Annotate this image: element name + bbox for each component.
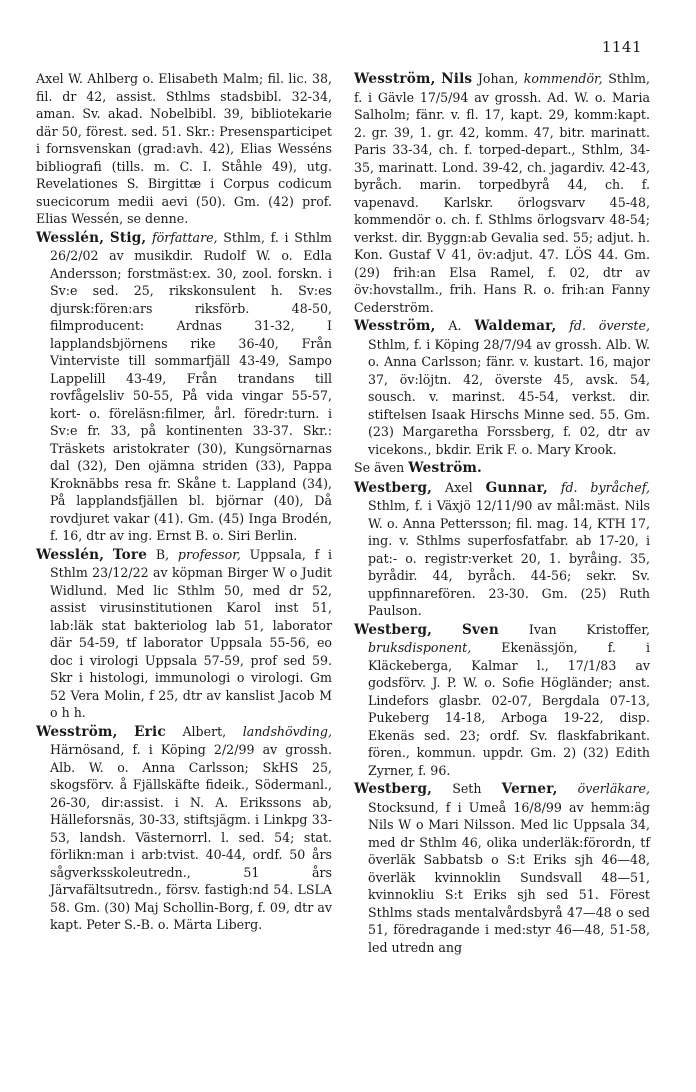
entry-call-name: Nils bbox=[441, 71, 473, 87]
biography-entry bbox=[36, 229, 332, 545]
right-column bbox=[354, 70, 650, 957]
entry-given-name: Albert, bbox=[182, 723, 227, 739]
entry-text: Härnösand, f. i Köping 2/2/99 av grossh. Alb. W. o. Anna Carlsson; SkHS 25, skogsförv. å Fjällskäfte fideik., Södermanl., 26-30, dir:assist. i N. A. Erikssons ab, Hälleforsnäs, 30-33, stiftsjägm. i Linkpg 33-53, landsh. Västernorrl. l. sed. 54; stat. förlikn:man i arb:tvist. 40-44, ordf. 50 års sågverksskoleutredn., 51 års Järvafältsutredn., försv. fastigh:nd 54. LSLA 58. Gm. (30) Maj Schollin-Borg, f. 09, dtr av kapt. Peter S.-B. o. Märta Liberg. bbox=[50, 742, 332, 932]
entry-text: Sthlm, f. i Sthlm 26/2/02 av musikdir. Rudolf W. o. Edla Andersson; forstmäst:ex. 30, zool. forskn. i Sv:e sed. 25, rikskonsulent h. Sv:es djursk:fören:ars riksförb. 48-50, filmproducent: Ardnas 31-32, I lapplandsbjörnens rike 36-40, Från Vinterviste till sommarfjäll 43-49, Sampo Lappelill 43-49, Från trandans till rovfågelsliv 50-55, På vida vingar 55-57, kort- o. föreläsn:filmer, årl. föredr:turn. i Sv:e fr. 33, på kontinenten 33-37. Skr.: Träskets aristokrater (30), Kungsörnarnas dal (32), Den ojämna striden (33), Pappa Kroknäbbs resa fr. Skåne t. Lappland (34), På lapplandsfjällen bl. björnar (40), Då rovdjuret vakar (41). Gm. (45) Inga Brodén, f. 16, dtr av ing. Ernst B. o. Siri Berlin. bbox=[50, 229, 332, 543]
left-column bbox=[36, 70, 332, 935]
biography-entry bbox=[36, 723, 332, 934]
see-also-reference bbox=[354, 459, 650, 478]
entry-surname: Wesslén, bbox=[36, 229, 105, 246]
entry-given-name: Seth bbox=[452, 781, 482, 796]
entry-surname: Westberg, bbox=[354, 621, 433, 638]
entry-occupation: professor, bbox=[177, 546, 241, 562]
entry-surname: Wesström, bbox=[36, 723, 118, 740]
entry-occupation: fd. byråchef, bbox=[560, 479, 650, 495]
biography-entry bbox=[354, 317, 650, 458]
entry-text: Stocksund, f i Umeå 16/8/99 av hemm:äg Nils W o Mari Nilsson. Med lic Uppsala 34, med dr Sthlm 46, olika underläk:förordn, tf överläk Sabbatsb o S:t Eriks sjh 46—48, överläk kvinnoklin Sundsvall 48—51, kvinnokliu S:t Eriks sjh sed 51. Förest Sthlms stads mentalvårdsbyrå 47—48 o sed 51, föredragande i med:styr 46—48, 51-58, led utredn ang bbox=[368, 799, 650, 955]
entry-call-name: Stig, bbox=[109, 229, 147, 246]
see-also-target: Weström. bbox=[408, 460, 482, 476]
entry-text: Sthlm, f. i Växjö 12/11/90 av mål:mäst. Nils W. o. Anna Pettersson; fil. mag. 14, KTH 17, ing. v. Sthlms superfosfatfabr. ab 17-20, i pat:- o. registr:verket 20, 1. byråing. 35, byrådir. 44, byråch. 44-56; sekr. Sv. uppfinnarefören. 23-30. Gm. (25) Ruth Paulson. bbox=[368, 498, 650, 618]
entry-text: Axel W. Ahlberg o. Elisabeth Malm; fil. lic. 38, fil. dr 42, assist. Sthlms stadsbibl. 32-34, aman. Sv. akad. Nobelbibl. 39, bibliotekarie där 50, förest. sed. 51. Skr.: Presensparticipet i fornsvenskan (grad:avh. 42), Elias Wesséns bibliografi (tills. m. C. I. Ståhle 49), utg. Revelationes S. Birgittæ i Corpus codicum suecicorum medii aevi (50). Gm. (42) prof. Elias Wessén, se denne. bbox=[36, 71, 332, 226]
entry-occupation: kommendör, bbox=[523, 71, 603, 86]
entry-call-name: Gunnar, bbox=[485, 479, 548, 496]
entry-surname: Westberg, bbox=[354, 479, 433, 496]
entry-surname: Wesström, bbox=[354, 71, 436, 87]
entry-text: Sthlm, f. i Köping 28/7/94 av grossh. Alb. W. o. Anna Carlsson; fänr. v. kustart. 16, major 37, öv:löjtn. 42, överste 45, avsk. 54, sousch. v. marinst. 45-54, verkst. dir. stiftelsen Isaak Hirschs Minne sed. 55. Gm. (23) Margaretha Forssberg, f. 02, dtr av vicekons., bkdir. Erik F. o. Mary Krook. bbox=[368, 336, 650, 457]
biography-entry bbox=[36, 546, 332, 722]
entry-given-name: Ivan Kristoffer, bbox=[528, 621, 650, 637]
biography-entry bbox=[354, 479, 650, 620]
entry-occupation: överläkare, bbox=[577, 781, 650, 796]
entry-occupation: landshövding, bbox=[242, 723, 332, 739]
entry-surname: Wesström, bbox=[354, 318, 436, 334]
entry-text: Ekenässjön, f. i Kläckeberga, Kalmar l., 17/1/83 av godsförv. J. P. W. o. Sofie Högländer; anst. Lindefors glasbr. 02-07, Bergdala 07-13, Pukeberg 14-18, Arboga 19-22, disp. Ekenäs sed. 23; ordf. Sv. flaskfabrikant. fören., kommun. uppdr. Gm. 2) (32) Edith Zyrner, f. 96. bbox=[368, 640, 650, 778]
biography-entry bbox=[354, 70, 650, 316]
entry-given-name: Axel bbox=[444, 479, 473, 495]
entry-surname: Westberg, bbox=[354, 781, 433, 797]
entry-call-name: Waldemar, bbox=[474, 318, 557, 334]
entry-call-name: Sven bbox=[461, 621, 499, 638]
entry-occupation: fd. överste, bbox=[569, 318, 650, 333]
entry-given-name: Johan, bbox=[477, 71, 519, 86]
entry-given-name: A. bbox=[448, 318, 462, 333]
see-also-label: Se även bbox=[354, 460, 405, 475]
entry-continuation bbox=[36, 70, 332, 228]
entry-text: Uppsala, f i Sthlm 23/12/22 av köpman Birger W o Judit Widlund. Med lic Sthlm 50, med dr 52, assist virusinstitutionen Karol inst 51, lab:läk stat bakteriolog lab 51, laborator där 54-59, tf laborator Uppsala 55-56, eo doc i virologi Uppsala 57-59, prof sed 59. Skr i histologi, immunologi o virologi. Gm 52 Vera Molin, f 25, dtr av kanslist Jacob M o h h. bbox=[50, 546, 333, 720]
entry-text: Sthlm, f. i Gävle 17/5/94 av grossh. Ad. W. o. Maria Salholm; fänr. v. fl. 17, kapt. 29, komm:kapt. 2. gr. 39, 1. gr. 42, komm. 47, bitr. marinatt. Paris 33-34, ch. f. torped-depart., Sthlm, 34-35, marinatt. Lond. 39-42, ch. jagardiv. 42-43, byråch. marin. torpedbyrå 44, ch. f. vapenavd. Karlskr. örlogsvarv 45-48, kommendör o. ch. f. Sthlms örlogsvarv 48-54; verkst. dir. Byggn:ab Gevalia sed. 55; adjut. h. Kon. Gustaf V 41, öv:adjut. 47. LÖS 44. Gm. (29) frih:an Elsa Ramel, f. 02, dtr av öv:hovstallm., frih. Hans R. o. frih:an Fanny Cederström. bbox=[354, 71, 650, 315]
biography-entry bbox=[354, 621, 650, 780]
entry-surname: Wesslén, bbox=[36, 546, 105, 563]
entry-call-name: Verner, bbox=[501, 781, 558, 797]
page-number: 1141 bbox=[601, 38, 642, 56]
entry-given-name: B, bbox=[155, 546, 170, 562]
entry-occupation: bruksdisponent, bbox=[368, 640, 472, 655]
entry-call-name: Tore bbox=[112, 546, 148, 563]
biography-entry bbox=[354, 780, 650, 956]
entry-occupation: författare, bbox=[152, 229, 218, 245]
entry-call-name: Eric bbox=[134, 723, 166, 740]
